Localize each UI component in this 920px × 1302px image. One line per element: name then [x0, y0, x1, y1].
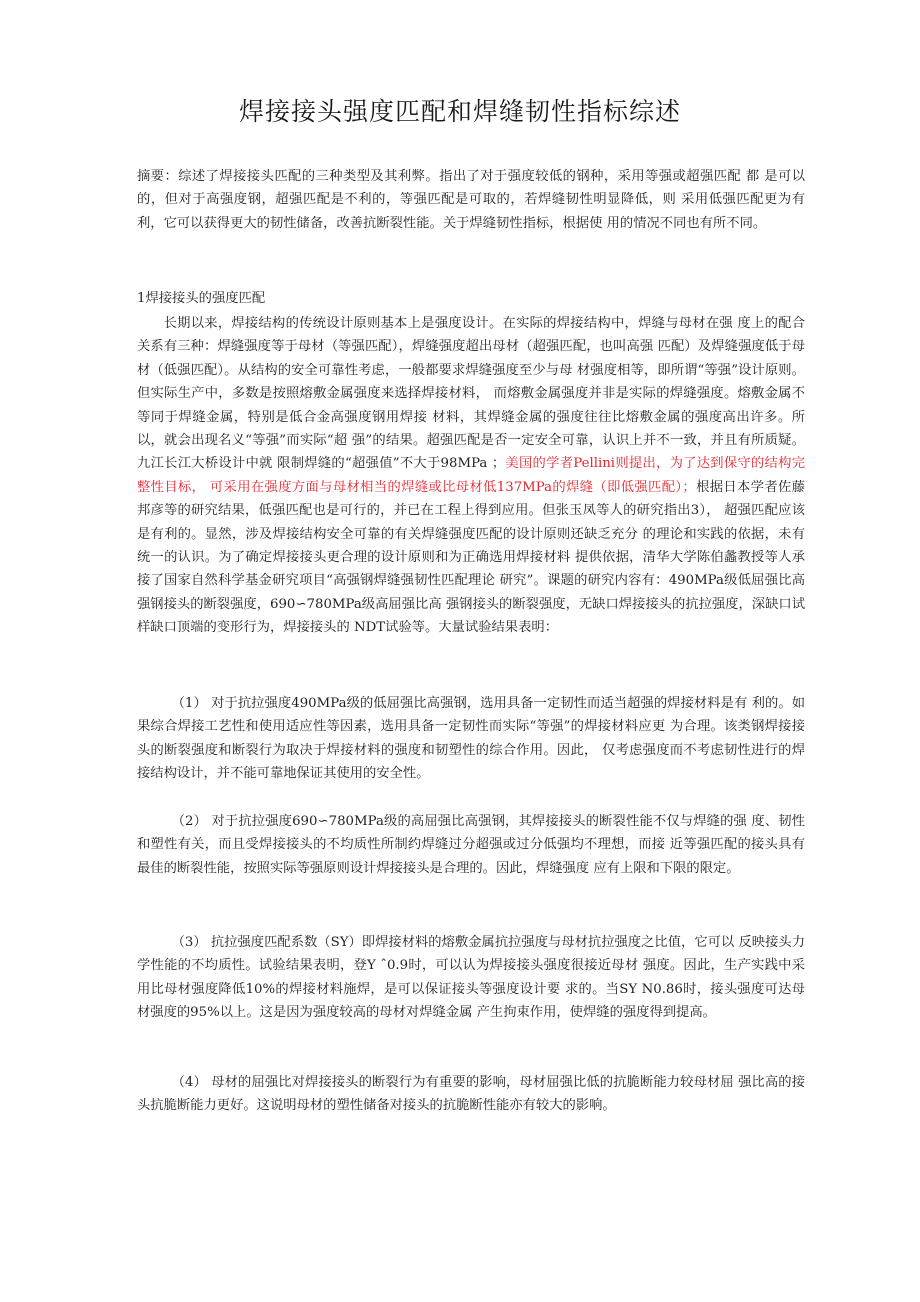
list-item-1: （1） 对于抗拉强度490MPa级的低屈强比高强钢，选用具备一定韧性而适当超强的焊接材料是有 利的。如果综合焊接工艺性和使用适应性等因素，选用具备一定韧性而实际“等强”的焊接材料应更 为合理。该类钢焊接接头的断裂强度和断裂行为取决于焊接材料的强度和韧塑性的综合作用。因此， 仅考虑强度而不考虑韧性进行的焊接结构设计，并不能可靠地保证其使用的安全性。: [137, 696, 805, 782]
document-title: 焊接接头强度匹配和焊缝韧性指标综述: [238, 97, 681, 126]
list-item-4: （4） 母材的屈强比对焊接接头的断裂行为有重要的影响，母材屈强比低的抗脆断能力较母材屈 强比高的接头抗脆断能力更好。这说明母材的塑性储备对接头的抗脆断性能亦有较大的影响。: [137, 1075, 805, 1114]
highlighted-text: 美国的学者Pellini则提出，为了达到保守的结构完整性目标， 可采用在强度方面与母材相当的焊缝或比母材低137MPa的焊缝（即低强匹配）；: [137, 456, 805, 495]
abstract-paragraph: 摘要：综述了焊接接头匹配的三种类型及其利弊。指出了对于强度较低的钢种，采用等强或超强匹配 都 是可以的，但对于高强度钢，超强匹配是不利的，等强匹配是可取的，若焊缝韧性明显降低，则 采用低强匹配更为有利，它可以获得更大的韧性储备，改善抗断裂性能。关于焊缝韧性指标，根据使 用的情况不同也有所不同。: [137, 169, 805, 231]
list-item-2: （2） 对于抗拉强度690∽780MPa级的高屈强比高强钢，其焊接接头的断裂性能不仅与焊缝的强 度、韧性和塑性有关，而且受焊接接头的不均质性所制约焊缝过分超强或过分低强均不理想，而接 近等强匹配的接头具有最佳的断裂性能，按照实际等强原则设计焊接接头是合理的。因此，焊缝强度 应有上限和下限的限定。: [137, 814, 805, 876]
body-text-part-2: 根据日本学者佐藤 邦彦等的研究结果，低强匹配也是可行的，并已在工程上得到应用。但张玉凤等人的研究指出3）， 超强匹配应该是有利的。显然，涉及焊接结构安全可靠的有关焊缝强度匹配的设计原则还缺乏充分 的理论和实践的依据，未有统一的认识。为了确定焊接接头更合理的设计原则和为正确选用焊接材料 提供依据，清华大学陈伯蠡教授等人承接了国家自然科学基金研究项目“高强钢焊缝强韧性匹配理论 研究”。课题的研究内容有：490MPa级低屈强比高强钢接头的断裂强度，690∽780MPa级高屈强比高 强钢接头的断裂强度，无缺口焊接接头的抗拉强度，深缺口试样缺口顶端的变形行为，焊接接头的 NDT试验等。大量试验结果表明：: [137, 479, 805, 636]
list-item-3: （3） 抗拉强度匹配系数（SY）即焊接材料的熔敷金属抗拉强度与母材抗拉强度之比值，它可以 反映接头力学性能的不均质性。试验结果表明，登Y ˆ0.9时，可以认为焊接接头强度很接近母材 强度。因此，生产实践中采用比母材强度降低10%的焊接材料施焊，是可以保证接头等强度设计要 求的。当SY N0.86时，接头强度可达母材强度的95%以上。这是因为强度较高的母材对焊缝金属 产生拘束作用，使焊缝的强度得到提高。: [137, 935, 805, 1021]
body-paragraph: [137, 312, 805, 640]
body-text-part-1: 长期以来，焊接结构的传统设计原则基本上是强度设计。在实际的焊接结构中，焊缝与母材在强 度上的配合关系有三种：焊缝强度等于母材（等强匹配），焊缝强度超出母材（超强匹配，也叫高强 匹配）及焊缝强度低于母材（低强匹配）。从结构的安全可靠性考虑，一般都要求焊缝强度至少与母 材强度相等，即所谓“等强”设计原则。但实际生产中，多数是按照熔敷金属强度来选择焊接材料， 而熔敷金属强度并非是实际的焊缝强度。熔敷金属不等同于焊缝金属，特别是低合金高强度钢用焊接 材料，其焊缝金属的强度往往比熔敷金属的强度高出许多。所以，就会出现名义“等强”而实际“超 强”的结果。超强匹配是否一定安全可靠，认识上并不一致，并且有所质疑。九江长江大桥设计中就 限制焊缝的“超强值”不大于98MPa ；: [137, 316, 805, 472]
section-heading: 1焊接接头的强度匹配: [137, 291, 266, 306]
